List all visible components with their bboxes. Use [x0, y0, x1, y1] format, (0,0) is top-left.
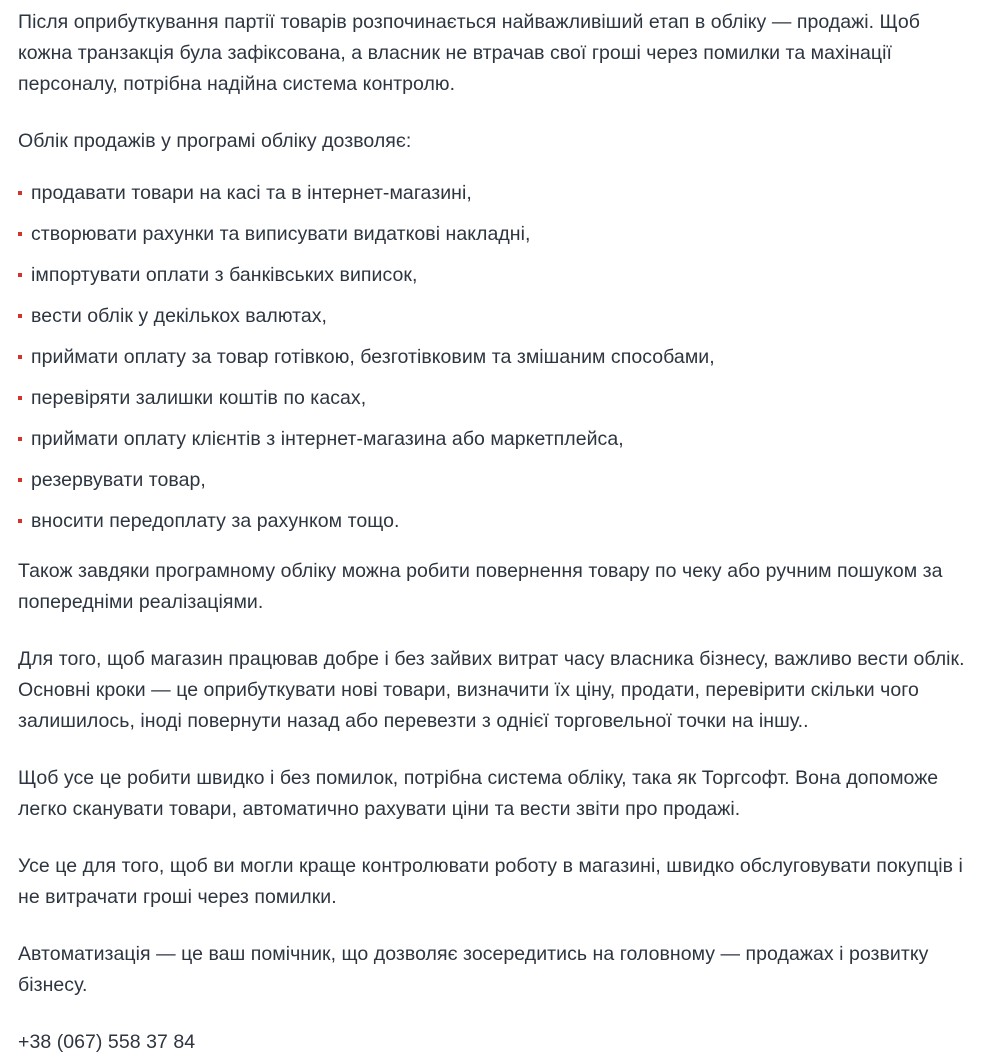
bullet-marker-icon — [18, 232, 22, 236]
intro-paragraph: Після оприбуткування партії товарів розпочинається найважливіший етап в обліку — продажі. Щоб кожна транзакція була зафіксована, а власник не втрачав свої гроші через помилки та махінації персоналу, потрібна надійна система контролю. — [18, 11, 920, 95]
bullet-marker-icon — [18, 314, 22, 318]
list-item — [18, 183, 973, 204]
bullet-marker-icon — [18, 519, 22, 523]
list-item — [18, 347, 973, 368]
features-list — [18, 183, 973, 532]
bullet-marker-icon — [18, 396, 22, 400]
list-item — [18, 388, 973, 409]
list-item — [18, 470, 973, 491]
returns-paragraph: Також завдяки програмному обліку можна робити повернення товару по чеку або ручним пошуком за попередніми реалізаціями. — [18, 560, 943, 613]
control-paragraph: Усе це для того, щоб ви могли краще контролювати роботу в магазині, швидко обслуговувати покупців і не витрачати гроші через помилки. — [18, 855, 963, 908]
bullet-marker-icon — [18, 355, 22, 359]
list-item — [18, 511, 973, 532]
list-item-label: перевіряти залишки коштів по касах, — [31, 387, 367, 409]
bullet-marker-icon — [18, 191, 22, 195]
bullet-marker-icon — [18, 478, 22, 482]
steps-paragraph: Для того, щоб магазин працював добре і без зайвих витрат часу власника бізнесу, важливо вести облік. Основні кроки — це оприбуткувати нові товари, визначити їх ціну, продати, перевірити скільки чого залишилось, іноді повернути назад або перевезти з однієї торговельної точки на іншу.. — [18, 648, 965, 732]
list-item-label: вести облік у декількох валютах, — [31, 305, 327, 327]
list-item — [18, 429, 973, 450]
document-content — [18, 7, 973, 1058]
automation-paragraph: Автоматизація — це ваш помічник, що дозволяє зосередитись на головному — продажах і розвитку бізнесу. — [18, 943, 929, 996]
list-item — [18, 265, 973, 286]
list-item-label: резервувати товар, — [31, 469, 206, 491]
system-paragraph: Щоб усе це робити швидко і без помилок, потрібна система обліку, така як Торгсофт. Вона допоможе легко сканувати товари, автоматично рахувати ціни та вести звіти про продажі. — [18, 767, 939, 820]
list-item-label: створювати рахунки та виписувати видаткові накладні, — [31, 223, 531, 245]
list-item — [18, 306, 973, 327]
bullet-marker-icon — [18, 273, 22, 277]
contact-phone[interactable]: +38 (067) 558 37 84 — [18, 1031, 196, 1053]
list-item-label: продавати товари на касі та в інтернет-магазині, — [31, 182, 472, 204]
list-item-label: приймати оплату за товар готівкою, безготівковим та змішаним способами, — [31, 346, 715, 368]
list-item-label: приймати оплату клієнтів з інтернет-магазина або маркетплейса, — [31, 428, 624, 450]
list-item-label: вносити передоплату за рахунком тощо. — [31, 510, 400, 532]
bullet-marker-icon — [18, 437, 22, 441]
list-item-label: імпортувати оплати з банківських виписок, — [31, 264, 418, 286]
list-intro-paragraph: Облік продажів у програмі обліку дозволяє: — [18, 130, 412, 152]
list-item — [18, 224, 973, 245]
